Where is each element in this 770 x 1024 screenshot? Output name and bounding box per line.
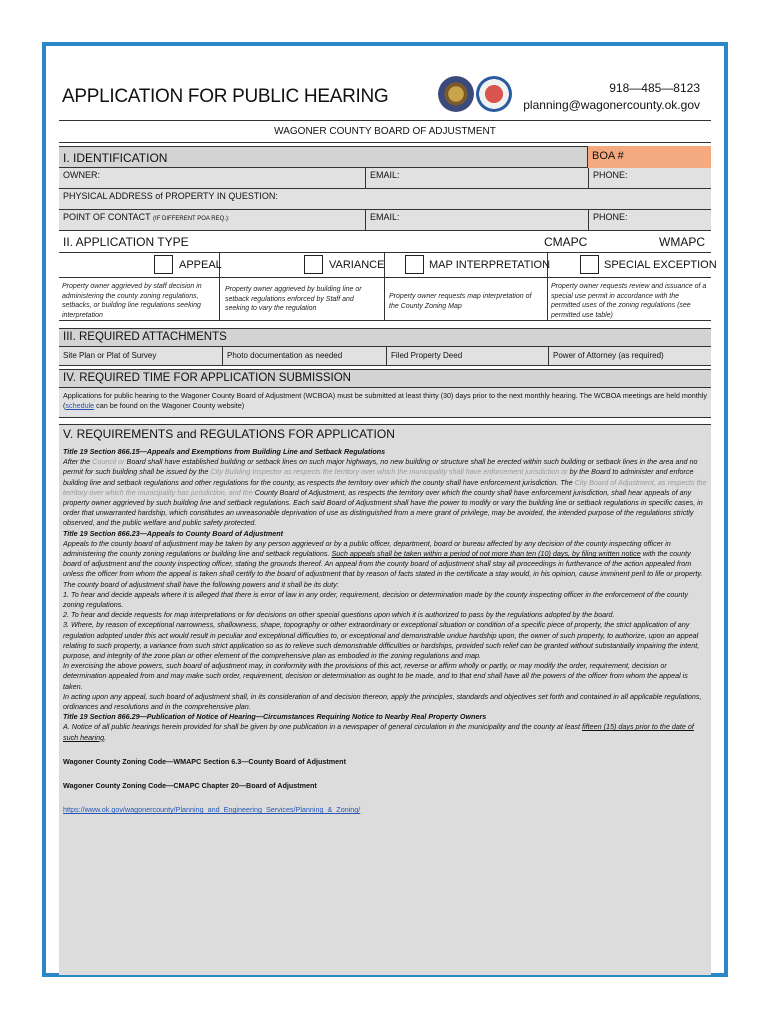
regulation-paragraph: In exercising the above powers, such board of adjustment may, in conformity with the provisions of this act, reverse or affirm wholly or partly, or may modify the order, requirement, decision or determination appealed from and may make such order, requirement, decision or determination as ought to be made, and to that end shall have all the powers of the officer from whom the appeal is taken. — [63, 661, 688, 691]
regulation-paragraph: A. Notice of all public hearings herein provided for shall be given by one publication in a newspaper of general circulation in the municipality and the county at least fifteen (15) days prior to the date of such hearing. — [63, 722, 694, 742]
contact-email[interactable]: planning@wagonercounty.ok.gov — [523, 98, 700, 112]
regulation-heading: Title 19 Section 866.15—Appeals and Exemptions from Building Line and Setback Regulations — [63, 447, 386, 456]
owner-row — [59, 168, 711, 189]
poc-email-field[interactable]: EMAIL: — [365, 210, 588, 230]
owner-field[interactable]: OWNER: — [63, 170, 100, 180]
poc-row — [59, 210, 711, 231]
address-row — [59, 189, 711, 210]
regulation-paragraph: After the Council or Board shall have established building or setback lines on such major highways, no new building or structure shall be erected within such building or setback lines in the area and no permit for such building shall be issued by the City Building Inspector as respects the territory over which the municipality shall have enforcement jurisdiction or by the Board to administer and enforce building line and setback regulations and other regulations for the county, as respects the territory over which the county shall have enforcement jurisdiction. The City Board of Adjustment, as respects the territory over which the municipality has jurisdiction, and the County Board of Adjustment, as respects the territory over which the county shall have enforcement jurisdiction, shall hear appeals of any property owner aggrieved by such building line and setback regulations. Each said Board of Adjustment shall have the power to modify or vary the building line or setback regulations in specific cases, in order that unwarranted hardship, which constitutes an unreasonable deprivation of use as distinguished from a mere grant of privilege, may be avoided, the intended purpose of the regulations strictly observed, and the public welfare and public safety protected. — [63, 457, 707, 528]
attachment-item: Photo documentation as needed — [222, 347, 386, 365]
variance-description: Property owner aggrieved by building line or setback regulations enforced by Staff and seeking to vary the regulation — [225, 286, 362, 312]
regulation-paragraph: 1. To hear and decide appeals where it is alleged that there is error of law in any order, requirement, decision or determination made by the county inspecting officer in the enforcement of the county zoning regulations. — [63, 589, 689, 610]
special-exception-checkbox[interactable] — [580, 255, 599, 274]
phone-field[interactable]: PHONE: — [588, 168, 711, 188]
attachment-item: Site Plan or Plat of Survey — [63, 351, 157, 360]
section-attachments: III. REQUIRED ATTACHMENTS — [59, 328, 711, 347]
reference-cmapc: Wagoner County Zoning Code—CMAPC Chapter 20—Board of Adjustment — [63, 781, 317, 791]
regulation-heading: Title 19 Section 866.29—Publication of Notice of Hearing—Circumstances Requiring Notice to Nearby Real Property Owners — [63, 712, 487, 722]
regulation-heading: Title 19 Section 866.23—Appeals to County Board of Adjustment — [63, 528, 284, 538]
planning-zoning-link[interactable]: https://www.ok.gov/wagonercounty/Planning_and_Engineering_Services/Planning_&_Zoning/ — [63, 805, 361, 815]
wmapc-label: WMAPC — [659, 235, 705, 249]
boa-number-field[interactable]: BOA # — [587, 146, 711, 168]
county-map-logo — [476, 76, 512, 112]
board-name: WAGONER COUNTY BOARD OF ADJUSTMENT — [59, 121, 711, 143]
variance-checkbox[interactable] — [304, 255, 323, 274]
county-seal-logo — [438, 76, 474, 112]
appeal-label: APPEAL — [179, 259, 222, 271]
email-field[interactable]: EMAIL: — [365, 168, 588, 188]
attachment-item: Power of Attorney (as required) — [548, 347, 711, 365]
cmapc-label: CMAPC — [544, 235, 588, 249]
section-requirements: V. REQUIREMENTS and REGULATIONS FOR APPLICATION — [63, 427, 395, 441]
map-interpretation-description: Property owner requests map interpretation of the County Zoning Map — [389, 293, 532, 310]
regulation-paragraph: Appeals to the county board of adjustment may be taken by any person aggrieved or by a public officer, department, board or bureau affected by any decision of the county inspecting officer in administering the county zoning regulations or building line and setback regulations. Such appeals shall be taken within a period of not more than ten (10) days, by filing written notice with the county board of adjustment and the county inspecting officer, stating the grounds thereof. An appeal from the county board of adjustment shall stay all proceedings in furtherance of the action appealed from unless the officer from whom the appeal is taken shall certify to the board of adjustment that by reason of facts stated in the certificate a stay would, in his opinion, cause imminent peril to life or property. The county board of adjustment shall have the following powers and it shall be its duty: — [63, 538, 703, 589]
special-exception-description: Property owner requests review and issuance of a special use permit in accordance with the permitted uses of the zoning regulations (see permitted use table) — [551, 283, 707, 319]
section-identification: I. IDENTIFICATION — [59, 146, 711, 168]
contact-block — [520, 80, 700, 114]
regulation-paragraph: 2. To hear and decide requests for map interpretations or for decisions on other special questions upon which it is authorized to pass by the regulations adopted by the board. — [63, 610, 615, 620]
regulation-paragraph: In acting upon any appeal, such board of adjustment shall, in its consideration of and decision thereon, apply the principles, standards and objectives set forth and contained in all applicable regulations, ordinances and resolutions and in the comprehensive plan. — [63, 691, 702, 712]
submission-text: Applications for public hearing to the Wagoner County Board of Adjustment (WCBOA) must be submitted at least thirty (30) days prior to the next monthly hearing. The WCBOA meetings are held monthly (schedule can be found on the Wagoner County website) — [59, 388, 711, 418]
regulation-paragraph: 3. Where, by reason of exceptional narrowness, shallowness, shape, topography or other extraordinary or exceptional situation or condition of a specific piece of property, the strict application of any regulation adopted under this act would result in peculiar and exceptional difficulties to, or exceptional and demonstrable undue hardship upon, the owner of such property, to authorize, upon an appeal relating to such property, a variance from such strict application so as to relieve such demonstrable difficulties or hardships, provided such relief can be granted without substantially impairing the intent, purpose, and integrity of the zone plan or other element of the comprehensive plan as embodied in the zoning regulations and map. — [63, 620, 700, 661]
map-interpretation-checkbox[interactable] — [405, 255, 424, 274]
appeal-checkbox[interactable] — [154, 255, 173, 274]
section-application-type: II. APPLICATION TYPE — [59, 232, 711, 252]
attachments-row — [59, 347, 711, 366]
map-interpretation-label: MAP INTERPRETATION — [429, 259, 551, 271]
address-field[interactable]: PHYSICAL ADDRESS of PROPERTY IN QUESTION: — [63, 191, 278, 201]
special-exception-label: SPECIAL EXCEPTION — [604, 259, 717, 271]
regulations-text — [63, 447, 707, 816]
schedule-link[interactable]: schedule — [65, 401, 95, 410]
form-title: APPLICATION FOR PUBLIC HEARING — [62, 86, 389, 107]
variance-label: VARIANCE — [329, 259, 385, 271]
contact-phone: 918—485—8123 — [609, 81, 700, 95]
section-submission-time: IV. REQUIRED TIME FOR APPLICATION SUBMISSION — [59, 369, 711, 388]
reference-wmapc: Wagoner County Zoning Code—WMAPC Section 6.3—County Board of Adjustment — [63, 756, 346, 766]
type-row-divider — [59, 277, 711, 278]
poc-field[interactable]: POINT OF CONTACT (IF DIFFERENT POA REQ.): — [63, 212, 230, 222]
poc-phone-field[interactable]: PHONE: — [588, 210, 711, 230]
appeal-description: Property owner aggrieved by staff decision in administering the county zoning regulations, setbacks, or building line regulations seeking interpretation — [62, 283, 202, 319]
attachment-item: Filed Property Deed — [386, 347, 548, 365]
